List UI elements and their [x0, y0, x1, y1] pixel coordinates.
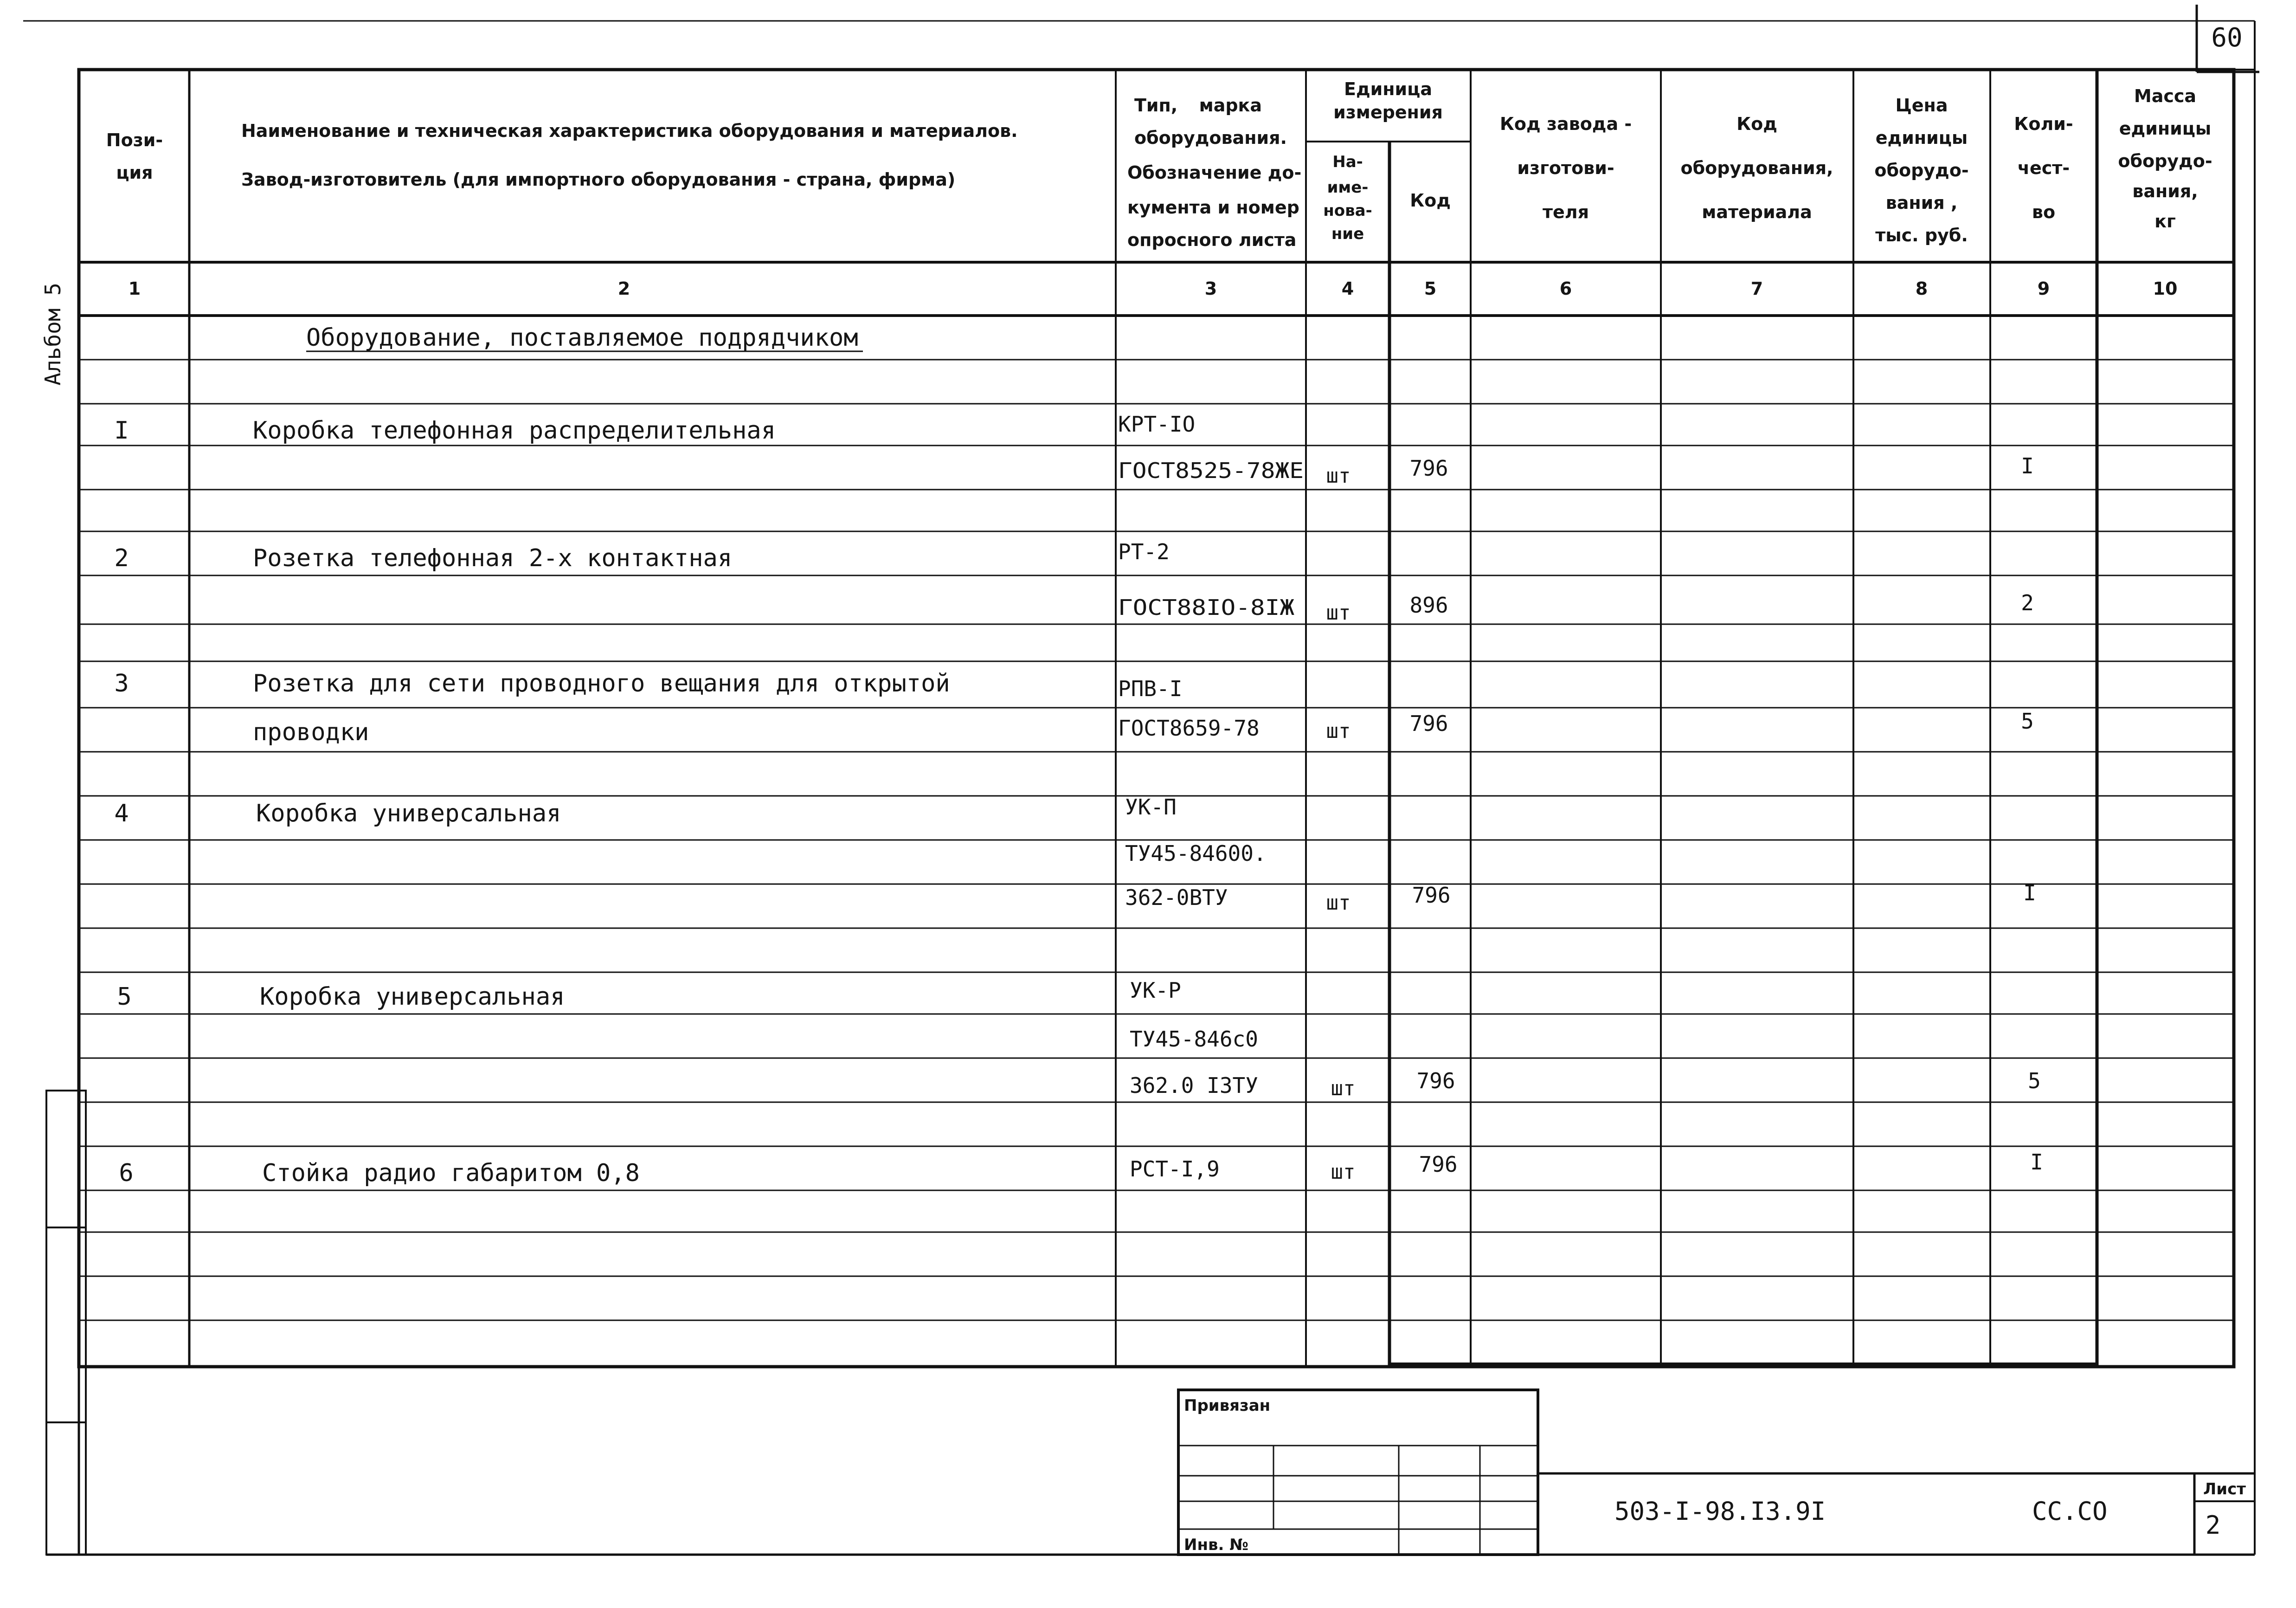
- section-title: Оборудование, поставляемое подрядчиком: [306, 324, 858, 352]
- colnum-4: 4: [1341, 278, 1354, 299]
- header-qty-1: Коли-: [2014, 114, 2073, 134]
- item-type: ГОСТ8659-78: [1118, 716, 1260, 741]
- header-unitname-2: име-: [1327, 178, 1369, 197]
- item-pos: 4: [114, 800, 129, 827]
- header-type-2: оборудования.: [1134, 128, 1287, 148]
- item-qty: I: [2021, 453, 2034, 478]
- item-code: 796: [1419, 1152, 1458, 1177]
- item-unit: шт: [1326, 464, 1351, 488]
- item-code: 896: [1409, 593, 1448, 618]
- item-type: 362.0 I3ТУ: [1130, 1073, 1258, 1098]
- header-unitname-1: На-: [1332, 153, 1363, 171]
- header-qty-3: во: [2032, 202, 2056, 222]
- colnum-7: 7: [1750, 278, 1763, 299]
- header-plant-3: теля: [1542, 202, 1589, 222]
- item-pos: 3: [114, 670, 129, 697]
- header-name-1: Наименование и техническая характеристика оборудования и материалов.: [241, 121, 1018, 141]
- item-type: ТУ45-846с0: [1130, 1027, 1258, 1052]
- item-name: проводки: [253, 718, 369, 746]
- item-type: РТ-2: [1118, 539, 1170, 564]
- item-pos: 5: [117, 983, 132, 1011]
- header-name-2: Завод-изготовитель (для импортного оборудования - страна, фирма): [241, 169, 956, 190]
- item-unit: шт: [1326, 601, 1351, 625]
- item-type: ГОСТ8525-78ЖЕ: [1118, 458, 1304, 483]
- table-row: [114, 539, 2034, 625]
- item-type: 362-0ВТУ: [1125, 885, 1228, 910]
- colnum-8: 8: [1915, 278, 1928, 299]
- header-mass-1: Масса: [2134, 86, 2197, 106]
- header-unit-1: Единица: [1344, 79, 1432, 99]
- colnum-1: 1: [128, 278, 141, 299]
- item-type: КРТ-IO: [1118, 412, 1196, 437]
- header-price-4: вания ,: [1885, 193, 1958, 213]
- item-name: Коробка телефонная распределительная: [253, 417, 776, 445]
- header-price-2: единицы: [1875, 128, 1968, 148]
- item-name: Стойка радио габаритом 0,8: [262, 1159, 640, 1187]
- table-row: [114, 412, 2034, 488]
- item-code: 796: [1409, 711, 1448, 736]
- colnum-5: 5: [1424, 278, 1437, 299]
- column-numbers: [129, 278, 2178, 299]
- item-code: 796: [1412, 883, 1451, 908]
- item-unit: шт: [1326, 891, 1351, 915]
- header-unit-2: измерения: [1333, 102, 1443, 123]
- header-unitcode: Код: [1410, 190, 1451, 211]
- header-type-3: Обозначение до-: [1127, 162, 1302, 183]
- header-unitname-4: ние: [1331, 225, 1364, 243]
- item-code: 796: [1416, 1068, 1455, 1093]
- header-price-5: тыс. руб.: [1875, 225, 1968, 245]
- colnum-6: 6: [1559, 278, 1572, 299]
- header-qty-2: чест-: [2017, 158, 2070, 178]
- header-mass-3: оборудо-: [2118, 151, 2212, 171]
- item-qty: I: [2030, 1149, 2043, 1175]
- item-pos: 6: [119, 1159, 134, 1187]
- item-name: Коробка универсальная: [256, 800, 561, 827]
- stamp-privyazan: Привязан: [1184, 1396, 1271, 1415]
- header-mass-2: единицы: [2119, 118, 2212, 139]
- document-code: 503-I-98.I3.9I: [1614, 1497, 1826, 1526]
- item-type: УК-Р: [1130, 978, 1181, 1003]
- stamp-inv-no: Инв. №: [1184, 1536, 1249, 1554]
- header-plant-2: изготови-: [1517, 158, 1614, 178]
- item-pos: I: [114, 417, 129, 445]
- header-unitname-3: нова-: [1323, 201, 1372, 220]
- colnum-9: 9: [2037, 278, 2050, 299]
- table-row: [119, 1149, 2043, 1187]
- item-unit: шт: [1331, 1077, 1356, 1100]
- item-type: ГОСТ88IO-8IЖ: [1118, 595, 1295, 620]
- item-type: РСТ-I,9: [1130, 1156, 1220, 1182]
- list-label: Лист: [2203, 1480, 2246, 1498]
- header-type-1b: марка: [1199, 95, 1262, 116]
- page-number: 60: [2211, 23, 2243, 53]
- item-unit: шт: [1326, 719, 1351, 743]
- table-row: [114, 794, 2036, 915]
- header-type-4: кумента и номер: [1127, 197, 1299, 218]
- header-mass-5: кг: [2155, 211, 2176, 232]
- header-pos-1: Пози-: [106, 130, 163, 150]
- table-row: [117, 978, 2041, 1100]
- item-qty: 2: [2021, 590, 2034, 615]
- list-number: 2: [2205, 1511, 2221, 1540]
- header-eqcode-2: оборудования,: [1680, 158, 1833, 178]
- header-price-1: Цена: [1895, 95, 1948, 116]
- colnum-2: 2: [617, 278, 630, 299]
- item-code: 796: [1409, 456, 1448, 481]
- table-grid: [23, 21, 2255, 1555]
- item-qty: I: [2023, 880, 2036, 905]
- colnum-10: 10: [2153, 278, 2178, 299]
- item-type: РПВ-I: [1118, 676, 1183, 701]
- colnum-3: 3: [1204, 278, 1217, 299]
- item-unit: шт: [1331, 1160, 1356, 1184]
- header-mass-4: вания,: [2132, 181, 2198, 201]
- header-type-1a: Тип,: [1134, 95, 1178, 116]
- item-pos: 2: [114, 544, 129, 572]
- header-plant-1: Код завода -: [1499, 114, 1632, 134]
- header-pos-2: ция: [116, 162, 153, 183]
- item-name: Розетка телефонная 2-х контактная: [253, 544, 733, 572]
- item-name: Коробка универсальная: [260, 983, 565, 1011]
- header-type-5: опросного листа: [1127, 230, 1297, 250]
- item-name: Розетка для сети проводного вещания для открытой: [253, 670, 950, 697]
- sheet-code: СС.СО: [2032, 1497, 2108, 1526]
- header-eqcode-1: Код: [1736, 114, 1777, 134]
- header-eqcode-3: материала: [1702, 202, 1812, 222]
- table-header: [106, 79, 2212, 250]
- header-price-3: оборудо-: [1874, 160, 1969, 181]
- item-type: УК-П: [1125, 794, 1177, 820]
- item-qty: 5: [2028, 1068, 2041, 1093]
- item-qty: 5: [2021, 709, 2034, 734]
- item-type: ТУ45-84600.: [1125, 841, 1267, 866]
- side-label: Альбом 5: [40, 283, 65, 386]
